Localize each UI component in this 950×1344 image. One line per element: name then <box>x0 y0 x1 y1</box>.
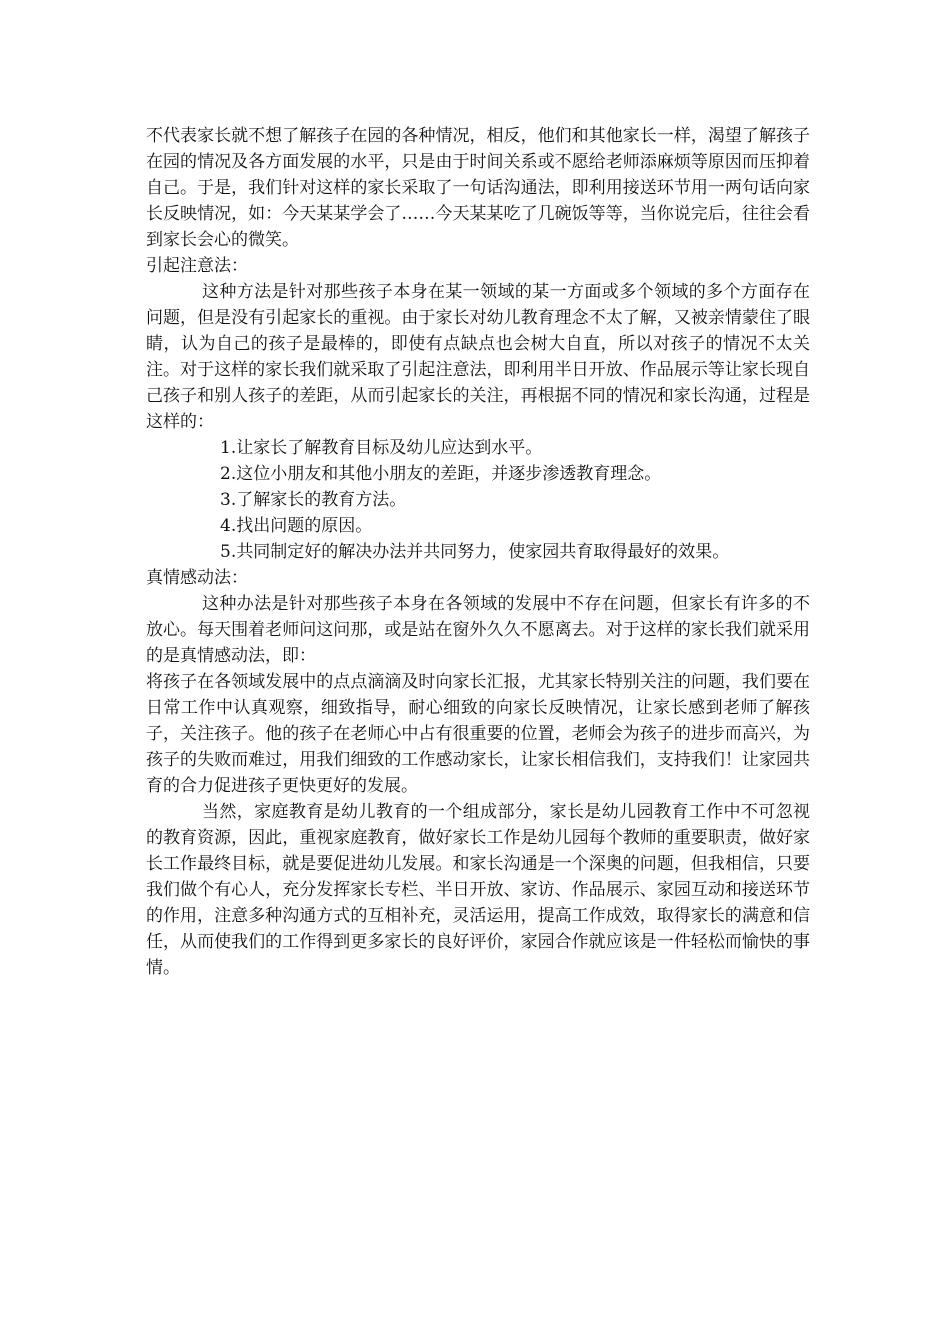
paragraph-intro-continued: 不代表家长就不想了解孩子在园的各种情况，相反，他们和其他家长一样，渴望了解孩子在园的情况及各方面发展的水平，只是由于时间关系或不愿给老师添麻烦等原因而压抑着自己。于是，我们针对这样的家长采取了一句话沟通法，即利用接送环节用一两句话向家长反映情况，如：今天某某学会了……今天某某吃了几碗饭等等，当你说完后，往往会看到家长会心的微笑。 <box>146 126 810 250</box>
list-item-step-5: 5.共同制定好的解决办法并共同努力，使家园共育取得最好的效果。 <box>220 542 730 562</box>
paragraph-emotion-method: 这种办法是针对那些孩子本身在各领域的发展中不存在问题，但家长有许多的不放心。每天围着老师问这问那，或是站在窗外久久不愿离去。对于这样的家长我们就采用的是真情感动法，即： <box>146 594 810 666</box>
list-item-step-1: 1.让家长了解教育目标及幼儿应达到水平。 <box>220 438 543 458</box>
list-item-step-4: 4.找出问题的原因。 <box>220 516 373 536</box>
paragraph-attention-method: 这种方法是针对那些孩子本身在某一领域的某一方面或多个领域的多个方面存在问题，但是没有引起家长的重视。由于家长对幼儿教育理念不太了解，又被亲情蒙住了眼睛，认为自己的孩子是最棒的，即使有点缺点也会树大自直，所以对孩子的情况不太关注。对于这样的家长我们就采取了引起注意法，即利用半日开放、作品展示等让家长现自己孩子和别人孩子的差距，从而引起家长的关注，再根据不同的情况和家长沟通，过程是这样的： <box>146 282 810 432</box>
list-item-step-3: 3.了解家长的教育方法。 <box>220 490 407 510</box>
heading-emotion-method: 真情感动法： <box>146 568 248 588</box>
document-page <box>146 123 810 981</box>
paragraph-conclusion: 当然，家庭教育是幼儿教育的一个组成部分，家长是幼儿园教育工作中不可忽视的教育资源，因此，重视家庭教育，做好家长工作是幼儿园每个教师的重要职责，做好家长工作最终目标，就是要促进幼儿发展。和家长沟通是一个深奥的问题，但我相信，只要我们做个有心人，充分发挥家长专栏、半日开放、家访、作品展示、家园互动和接送环节的作用，注意多种沟通方式的互相补充，灵活运用，提高工作成效，取得家长的满意和信任，从而使我们的工作得到更多家长的良好评价，家园合作就应该是一件轻松而愉快的事情。 <box>146 802 810 978</box>
list-item-step-2: 2.这位小朋友和其他小朋友的差距，并逐步渗透教育理念。 <box>220 464 662 484</box>
heading-attention-method: 引起注意法： <box>146 256 248 276</box>
paragraph-emotion-detail: 将孩子在各领域发展中的点点滴滴及时向家长汇报，尤其家长特别关注的问题，我们要在日常工作中认真观察，细致指导，耐心细致的向家长反映情况，让家长感到老师了解孩子，关注孩子。他的孩子在老师心中占有很重要的位置，老师会为孩子的进步而高兴，为孩子的失败而难过，用我们细致的工作感动家长，让家长相信我们，支持我们！让家园共育的合力促进孩子更快更好的发展。 <box>146 672 810 796</box>
